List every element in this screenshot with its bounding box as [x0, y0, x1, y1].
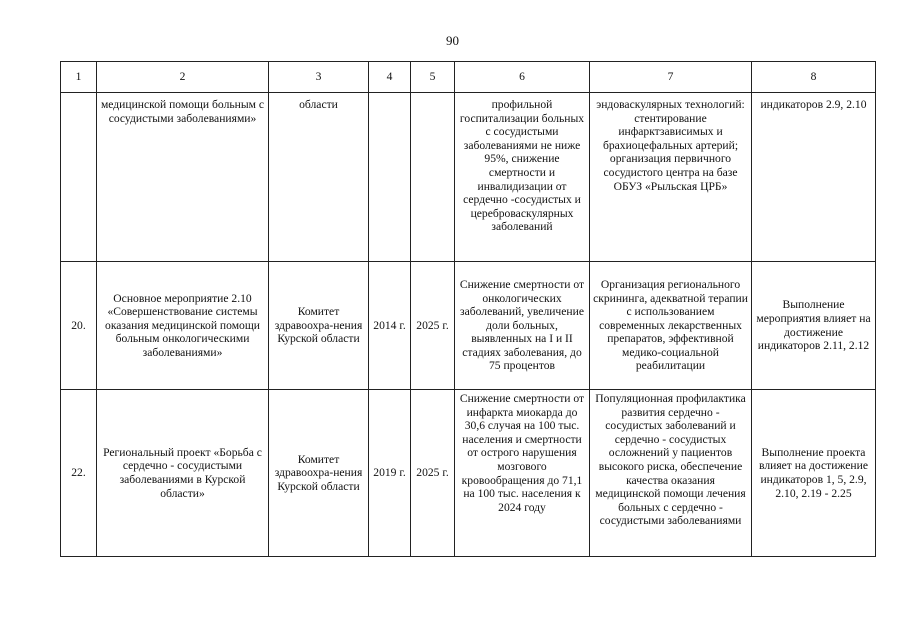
event-name-cell: медицинской помощи больным с сосудистыми заболеваниями»	[97, 93, 269, 262]
table-row	[61, 262, 876, 390]
table-header-row	[61, 62, 876, 93]
event-name-cell: Региональный проект «Борьба с сердечно - сосудистыми заболеваниями в Курской области»	[97, 390, 269, 557]
indicator-relation-cell: Выполнение проекта влияет на достижение индикаторов 1, 5, 2.9, 2.10, 2.19 - 2.25	[752, 390, 876, 557]
indicator-relation-cell: индикаторов 2.9, 2.10	[752, 93, 876, 262]
program-events-table	[60, 61, 876, 557]
expected-result-cell: профильной госпитализации больных с сосудистыми заболеваниями не ниже 95%, снижение смертности и инвалидизации от сердечно -сосудистых и цереброваскулярных заболеваний	[455, 93, 590, 262]
column-header: 3	[269, 62, 369, 93]
column-header: 7	[590, 62, 752, 93]
column-header: 8	[752, 62, 876, 93]
column-header: 1	[61, 62, 97, 93]
column-header: 4	[369, 62, 411, 93]
main-content-cell: Популяционная профилактика развития сердечно - сосудистых заболеваний и сердечно - сосудистых осложнений у пациентов высокого риска, обеспечение качества оказания медицинской помощи лечения больных с сердечно - сосудистыми заболеваниями	[590, 390, 752, 557]
end-year-cell: 2025 г.	[411, 262, 455, 390]
main-content-cell: Организация регионального скрининга, адекватной терапии с использованием современных лекарственных препаратов, эффективной медико-социальной реабилитации	[590, 262, 752, 390]
executor-cell: Комитет здравоохра-нения Курской области	[269, 390, 369, 557]
expected-result-cell: Снижение смертности от инфаркта миокарда до 30,6 случая на 100 тыс. населения и смертности от острого нарушения мозгового кровообращения до 71,1 на 100 тыс. населения к 2024 году	[455, 390, 590, 557]
start-year-cell	[369, 93, 411, 262]
row-number-cell	[61, 93, 97, 262]
expected-result-cell: Снижение смертности от онкологических заболеваний, увеличение доли больных, выявленных на I и II стадиях заболевания, до 75 процентов	[455, 262, 590, 390]
executor-cell: области	[269, 93, 369, 262]
event-name-cell: Основное мероприятие 2.10 «Совершенствование системы оказания медицинской помощи больным онкологическими заболеваниями»	[97, 262, 269, 390]
start-year-cell: 2014 г.	[369, 262, 411, 390]
row-number-cell: 22.	[61, 390, 97, 557]
row-number-cell: 20.	[61, 262, 97, 390]
executor-cell: Комитет здравоохра-нения Курской области	[269, 262, 369, 390]
page-number: 90	[446, 33, 459, 48]
indicator-relation-cell: Выполнение мероприятия влияет на достижение индикаторов 2.11, 2.12	[752, 262, 876, 390]
table-row	[61, 390, 876, 557]
column-header: 2	[97, 62, 269, 93]
column-header: 6	[455, 62, 590, 93]
table-row	[61, 93, 876, 262]
end-year-cell: 2025 г.	[411, 390, 455, 557]
main-content-cell: эндоваскулярных технологий: стентирование инфарктзависимых и брахиоцефальных артерий; организация первичного сосудистого центра на базе ОБУЗ «Рыльская ЦРБ»	[590, 93, 752, 262]
start-year-cell: 2019 г.	[369, 390, 411, 557]
end-year-cell	[411, 93, 455, 262]
column-header: 5	[411, 62, 455, 93]
